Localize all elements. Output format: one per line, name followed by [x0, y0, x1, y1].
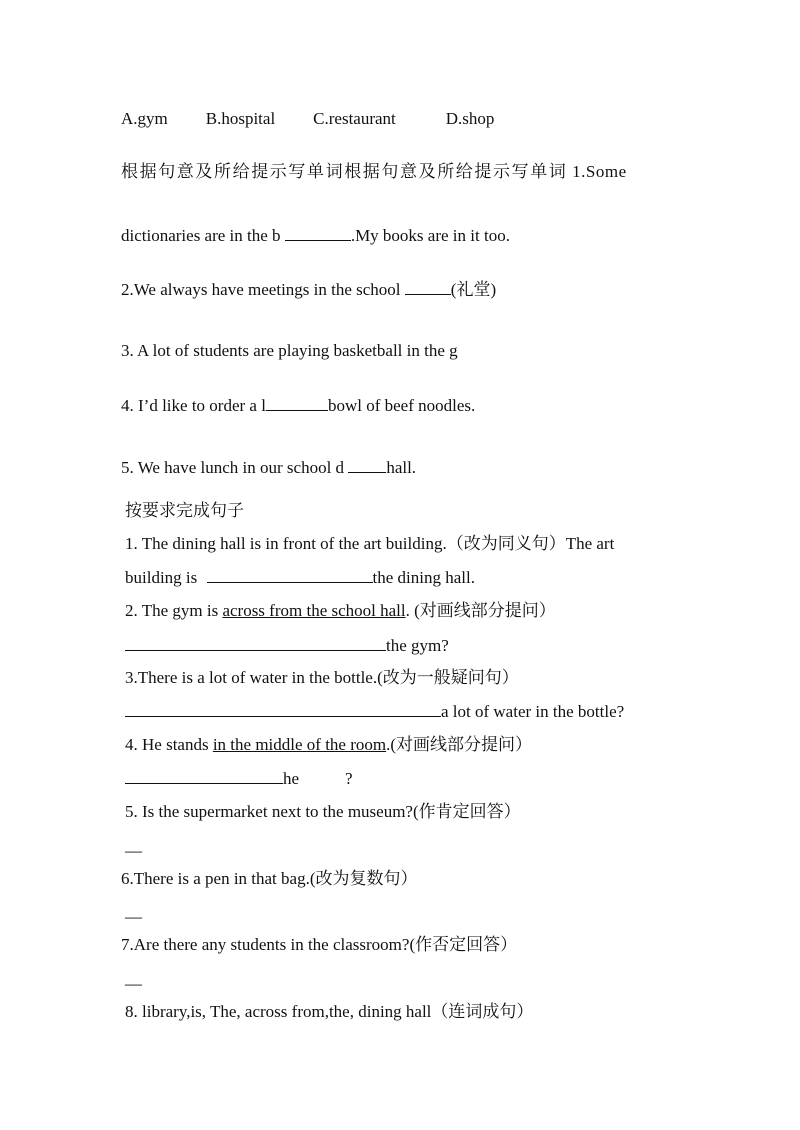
answer-dash: —	[125, 974, 142, 993]
sentence-5-line-a	[125, 801, 521, 823]
option-a: A.gym	[121, 109, 168, 128]
question-1-text-end: .My books are in it too.	[350, 226, 510, 245]
question-2-line	[121, 278, 496, 301]
sentence-6-text: 6.There is a pen in that bag.(改为复数句）	[121, 869, 418, 888]
option-b: B.hospital	[205, 109, 276, 128]
sentence-7-line-a	[121, 934, 517, 956]
sentence-2-instruction: . (对画线部分提问）	[405, 601, 556, 620]
sentence-2-text-end: the gym?	[386, 636, 449, 655]
question-3-text: 3. A lot of students are playing basketball in the g	[121, 341, 458, 360]
answer-blank[interactable]	[285, 224, 351, 241]
options-row	[121, 108, 494, 130]
answer-blank[interactable]	[125, 767, 283, 784]
answer-blank[interactable]	[405, 278, 451, 295]
sentence-8-text: 8. library,is, The, across from,the, dining hall（连词成句）	[125, 1002, 534, 1021]
sentence-8-line-a	[125, 1001, 533, 1023]
sentence-3-line-b	[125, 700, 624, 723]
question-1-number: 1.Some	[572, 162, 627, 181]
question-4-text: 4. I’d like to order a l	[121, 396, 266, 415]
option-c: C.restaurant	[313, 109, 396, 128]
sentence-2-line-b	[125, 634, 449, 657]
question-1-text: dictionaries are in the b	[121, 226, 281, 245]
section1-heading-line	[121, 161, 627, 183]
answer-blank[interactable]	[125, 634, 386, 651]
question-2-hint: (礼堂)	[450, 280, 497, 299]
answer-blank[interactable]	[266, 394, 328, 411]
sentence-7-text: 7.Are there any students in the classroom?(作否定回答）	[121, 935, 518, 954]
answer-dash: —	[125, 841, 142, 860]
question-4-text-end: bowl of beef noodles.	[327, 396, 476, 415]
answer-blank[interactable]	[125, 700, 441, 717]
sentence-1-text-end: the dining hall.	[372, 568, 475, 587]
sentence-4-question-mark: ?	[345, 769, 353, 788]
sentence-2-text: 2. The gym is	[125, 601, 223, 620]
option-d: D.shop	[445, 109, 495, 128]
section1-heading: 根据句意及所给提示写单词根据句意及所给提示写单词	[121, 162, 568, 181]
sentence-4-text: 4. He stands	[125, 735, 213, 754]
sentence-1-line-b	[125, 566, 475, 589]
sentence-5-text: 5. Is the supermarket next to the museum?(作肯定回答）	[125, 802, 521, 821]
question-1-line	[121, 224, 510, 247]
sentence-2-underlined: across from the school hall	[222, 601, 406, 620]
sentence-5-answer[interactable]	[125, 840, 142, 862]
sentence-4-text-b: he	[283, 769, 300, 788]
sentence-4-line-a	[125, 734, 532, 756]
section2-heading-text: 按要求完成句子	[125, 501, 244, 520]
sentence-6-answer[interactable]	[125, 906, 142, 928]
question-5-text: 5. We have lunch in our school d	[121, 458, 345, 477]
sentence-1-text-b: building is	[125, 568, 198, 587]
answer-blank[interactable]	[207, 566, 373, 583]
question-5-text-end: hall.	[386, 458, 417, 477]
question-4-line	[121, 394, 475, 417]
sentence-3-text-end: a lot of water in the bottle?	[441, 702, 625, 721]
answer-dash: —	[125, 907, 142, 926]
sentence-1-text: 1. The dining hall is in front of the art building.（改为同义句）The art	[125, 534, 615, 553]
sentence-4-line-b	[125, 767, 353, 790]
question-3-line	[121, 340, 458, 362]
sentence-6-line-a	[121, 868, 418, 890]
section2-heading	[125, 500, 244, 522]
question-5-line	[121, 456, 416, 479]
sentence-4-underlined: in the middle of the room	[212, 735, 387, 754]
sentence-3-line-a	[125, 667, 519, 689]
sentence-4-instruction: .(对画线部分提问）	[386, 735, 533, 754]
sentence-7-answer[interactable]	[125, 973, 142, 995]
answer-blank[interactable]	[348, 456, 386, 473]
sentence-1-line-a	[125, 533, 614, 555]
question-2-text: 2.We always have meetings in the school	[121, 280, 401, 299]
sentence-2-line-a	[125, 600, 556, 622]
sentence-3-text: 3.There is a lot of water in the bottle.(改为一般疑问句）	[125, 668, 519, 687]
